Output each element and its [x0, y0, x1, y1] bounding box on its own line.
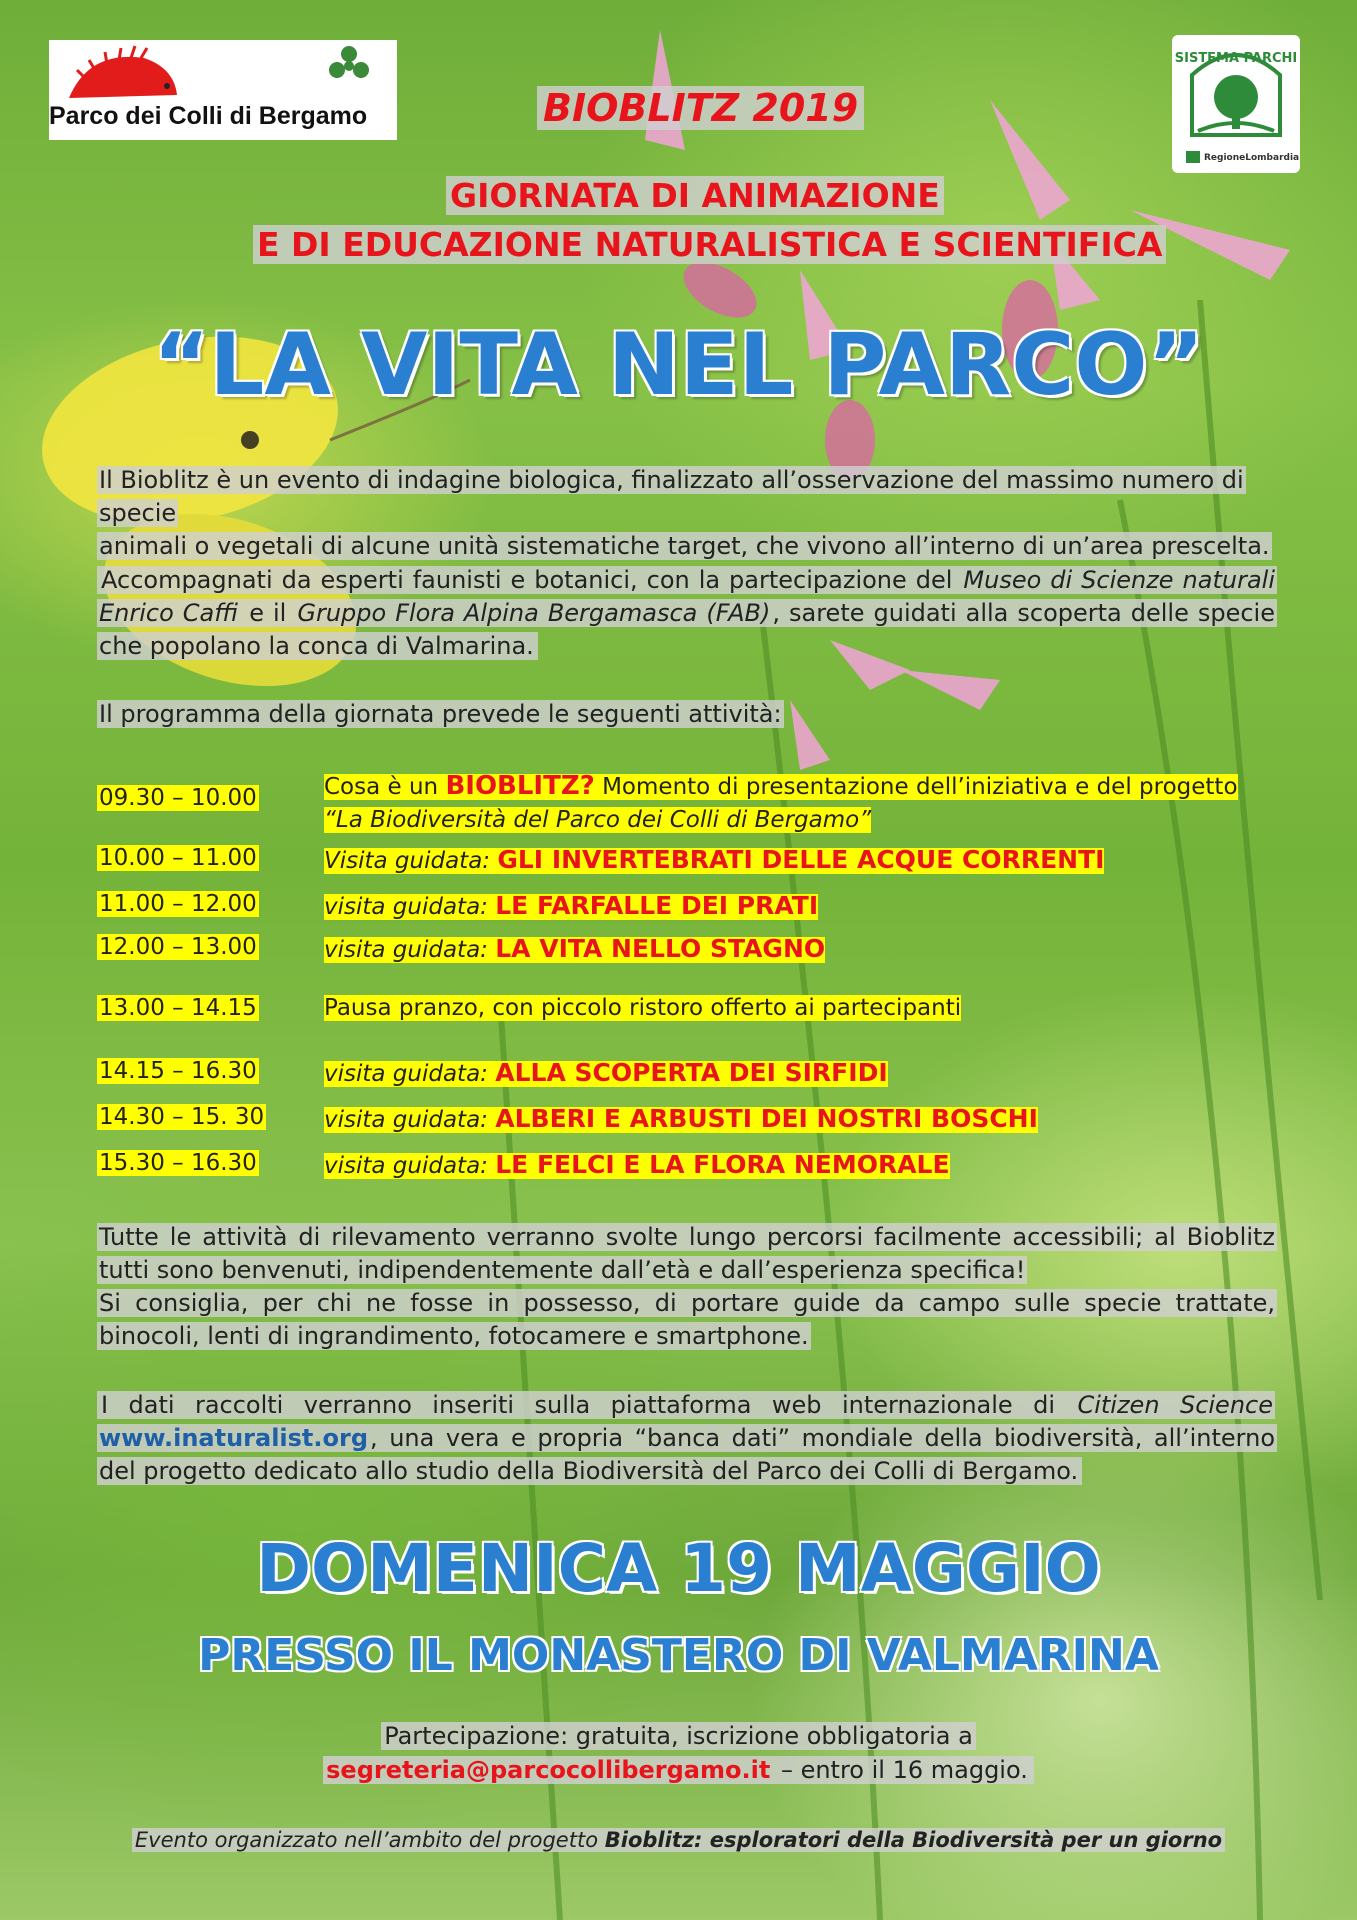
registration-line: segreteria@parcocollibergamo.it – entro il 16 maggio. [0, 1756, 1357, 1784]
schedule-activity: visita guidata: LA VITA NELLO STAGNO [324, 934, 826, 963]
schedule-time: 15.30 – 16.30 [99, 1150, 257, 1176]
subtitle-line-1: GIORNATA DI ANIMAZIONE [446, 176, 944, 215]
schedule-time: 12.00 – 13.00 [99, 934, 257, 960]
schedule-activity: Cosa è un BIOBLITZ? Momento di presentazione dell’iniziativa e del progetto “La Biodiversità del Parco dei Colli di Bergamo” [324, 771, 1238, 833]
schedule-time: 11.00 – 12.00 [99, 891, 257, 917]
schedule-activity: Visita guidata: GLI INVERTEBRATI DELLE ACQUE CORRENTI [324, 845, 1105, 874]
schedule-time: 13.00 – 14.15 [99, 995, 257, 1021]
parco-colli-logo [49, 40, 397, 140]
notes-paragraph-2: I dati raccolti verranno inseriti sulla piattaforma web internazionale di Citizen Science www.inaturalist.org, una vera e propria “banca dati” mondiale della biodiversità, all’interno del progetto dedicato allo studio della Biodiversità del Parco dei Colli di Bergamo. [99, 1391, 1275, 1485]
footer-note: Evento organizzato nell’ambito del progetto Bioblitz: esploratori della Biodiversità per un giorno [0, 1828, 1357, 1852]
schedule-time: 09.30 – 10.00 [99, 785, 257, 811]
schedule-activity: visita guidata: LE FARFALLE DEI PRATI [324, 891, 819, 920]
notes-paragraph-1: Tutte le attività di rilevamento verranno svolte lungo percorsi facilmente accessibili; al Bioblitz tutti sono benvenuti, indipendentemente dall’età e dall’esperienza specifica! Si consiglia, per chi ne fosse in possesso, di portare guide da campo sulle specie trattate, binocoli, lenti di ingrandimento, fotocamere e smartphone. [99, 1223, 1275, 1350]
registration-email[interactable]: segreteria@parcocollibergamo.it [326, 1756, 771, 1784]
sistema-parchi-label: SISTEMA PARCHI [1174, 51, 1298, 66]
main-title: “LA VITA NEL PARCO” [153, 315, 1204, 415]
event-title: BIOBLITZ 2019 [537, 86, 864, 130]
event-venue: PRESSO IL MONASTERO DI VALMARINA [198, 1630, 1159, 1681]
sistema-parchi-logo [1172, 35, 1300, 173]
inaturalist-link[interactable]: www.inaturalist.org [99, 1424, 369, 1452]
participation-text: Partecipazione: gratuita, iscrizione obbligatoria a [0, 1722, 1357, 1750]
intro-paragraph-3: Il programma della giornata prevede le seguenti attività: [99, 700, 782, 728]
schedule-time: 10.00 – 11.00 [99, 845, 257, 871]
subtitle-line-2: E DI EDUCAZIONE NATURALISTICA E SCIENTIFICA [253, 225, 1166, 264]
schedule-time: 14.15 – 16.30 [99, 1058, 257, 1084]
park-name-text: Parco dei Colli di Bergamo [49, 102, 368, 130]
schedule-activity: visita guidata: ALBERI E ARBUSTI DEI NOSTRI BOSCHI [324, 1104, 1038, 1133]
schedule-activity: visita guidata: ALLA SCOPERTA DEI SIRFIDI [324, 1058, 888, 1087]
regione-lombardia-label: RegioneLombardia [1204, 153, 1300, 163]
event-date: DOMENICA 19 MAGGIO [256, 1530, 1101, 1607]
intro-paragraph-1: Il Bioblitz è un evento di indagine biologica, finalizzato all’osservazione del massimo numero di specie animali o vegetali di alcune unità sistematiche target, che vivono all’interno di un’area prescelta. [99, 466, 1270, 560]
intro-paragraph-2: Accompagnati da esperti faunisti e botanici, con la partecipazione del Museo di Scienze naturali Enrico Caffi e il Gruppo Flora Alpina Bergamasca (FAB), sarete guidati alla scoperta delle specie che popolano la conca di Valmarina. [99, 566, 1275, 660]
schedule-activity: visita guidata: LE FELCI E LA FLORA NEMORALE [324, 1150, 950, 1179]
schedule-time: 14.30 – 15. 30 [99, 1104, 265, 1130]
schedule-activity: Pausa pranzo, con piccolo ristoro offerto ai partecipanti [324, 995, 962, 1021]
